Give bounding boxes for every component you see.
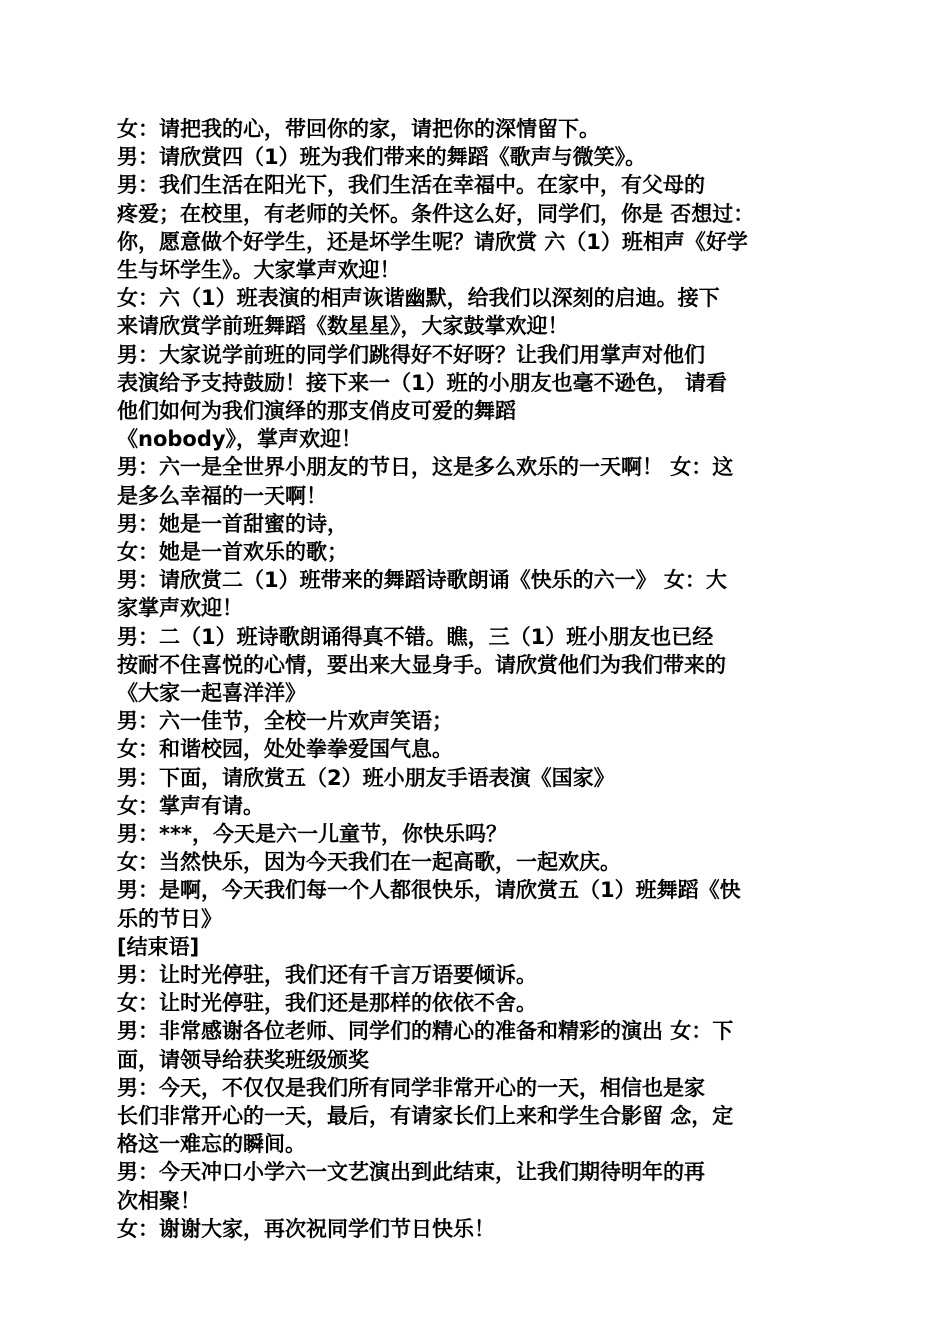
text-line: 男：请欣赏二（1）班带来的舞蹈诗歌朗诵《快乐的六一》 女：大 (117, 568, 727, 593)
text-line: 男：下面，请欣赏五（2）班小朋友手语表演《国家》 (117, 765, 615, 790)
text-line: 女：掌声有请。 (117, 793, 264, 818)
text-line: 男：二（1）班诗歌朗诵得真不错。瞧，三（1）班小朋友也已经 (117, 624, 714, 649)
text-line: 男：***，今天是六一儿童节，你快乐吗？ (117, 822, 507, 846)
text-line: 《大家一起喜洋洋》 (117, 681, 306, 705)
text-line: 女：和谐校园，处处拳拳爱国气息。 (117, 737, 453, 762)
text-line: 男：今天冲口小学六一文艺演出到此结束，让我们期待明年的再 (117, 1160, 705, 1185)
text-line: 来请欣赏学前班舞蹈《数星星》，大家鼓掌欢迎！ (117, 314, 569, 339)
text-line: 女：六（1）班表演的相声诙谐幽默，给我们以深刻的启迪。接下 (117, 286, 720, 311)
text-line: 男：让时光停驻，我们还有千言万语要倾诉。 (117, 963, 537, 987)
text-line: 女：谢谢大家，再次祝同学们节日快乐！ (117, 1216, 495, 1241)
text-line: 女：当然快乐，因为今天我们在一起高歌，一起欢庆。 (117, 850, 621, 875)
text-line: 男：请欣赏四（1）班为我们带来的舞蹈《歌声与微笑》。 (117, 145, 647, 170)
text-line: 女：让时光停驻，我们还是那样的依依不舍。 (117, 991, 537, 1016)
text-line: 次相聚！ (117, 1188, 201, 1213)
text-line: 疼爱；在校里，有老师的关怀。条件这么好，同学们，你是 否想过： (117, 201, 755, 226)
text-line: 女：她是一首欢乐的歌； (117, 540, 348, 564)
text-line: 男：大家说学前班的同学们跳得好不好呀？让我们用掌声对他们 (117, 342, 705, 367)
text-line: 男：今天，不仅仅是我们所有同学非常开心的一天，相信也是家 (117, 1075, 705, 1100)
text-line: 男：她是一首甜蜜的诗， (117, 511, 348, 536)
text-line: 格这一难忘的瞬间。 (117, 1132, 306, 1157)
text-line: 他们如何为我们演绎的那支俏皮可爱的舞蹈 (117, 399, 516, 423)
text-line: 《nobody》，掌声欢迎！ (117, 427, 363, 452)
text-line: 生与坏学生》。大家掌声欢迎！ (117, 258, 401, 282)
text-line: 长们非常开心的一天，最后，有请家长们上来和学生合影留 念，定 (117, 1104, 734, 1128)
text-line: 家掌声欢迎！ (117, 596, 243, 621)
text-line: 男：六一佳节，全校一片欢声笑语； (117, 709, 453, 734)
text-line: 按耐不住喜悦的心情，要出来大显身手。请欣赏他们为我们带来的 (117, 652, 726, 677)
text-line: 面，请领导给获奖班级颁奖 (117, 1047, 369, 1072)
text-line: 男：我们生活在阳光下，我们生活在幸福中。在家中，有父母的 (117, 173, 705, 198)
text-line: 你，愿意做个好学生，还是坏学生呢？请欣赏 六（1）班相声《好学 (117, 229, 748, 254)
text-line: 女：请把我的心，带回你的家，请把你的深情留下。 (117, 117, 600, 141)
text-line: 男：是啊，今天我们每一个人都很快乐，请欣赏五（1）班舞蹈《快 (117, 878, 741, 903)
text-line: 乐的节日》 (117, 906, 222, 931)
text-line: [结束语] (117, 934, 200, 959)
text-line: 男：非常感谢各位老师、同学们的精心的准备和精彩的演出 女：下 (117, 1019, 734, 1044)
text-line: 男：六一是全世界小朋友的节日，这是多么欢乐的一天啊！ 女：这 (117, 455, 734, 480)
text-line: 表演给予支持鼓励！接下来一（1）班的小朋友也毫不逊色， 请看 (117, 370, 727, 395)
text-line: 是多么幸福的一天啊！ (117, 483, 327, 508)
